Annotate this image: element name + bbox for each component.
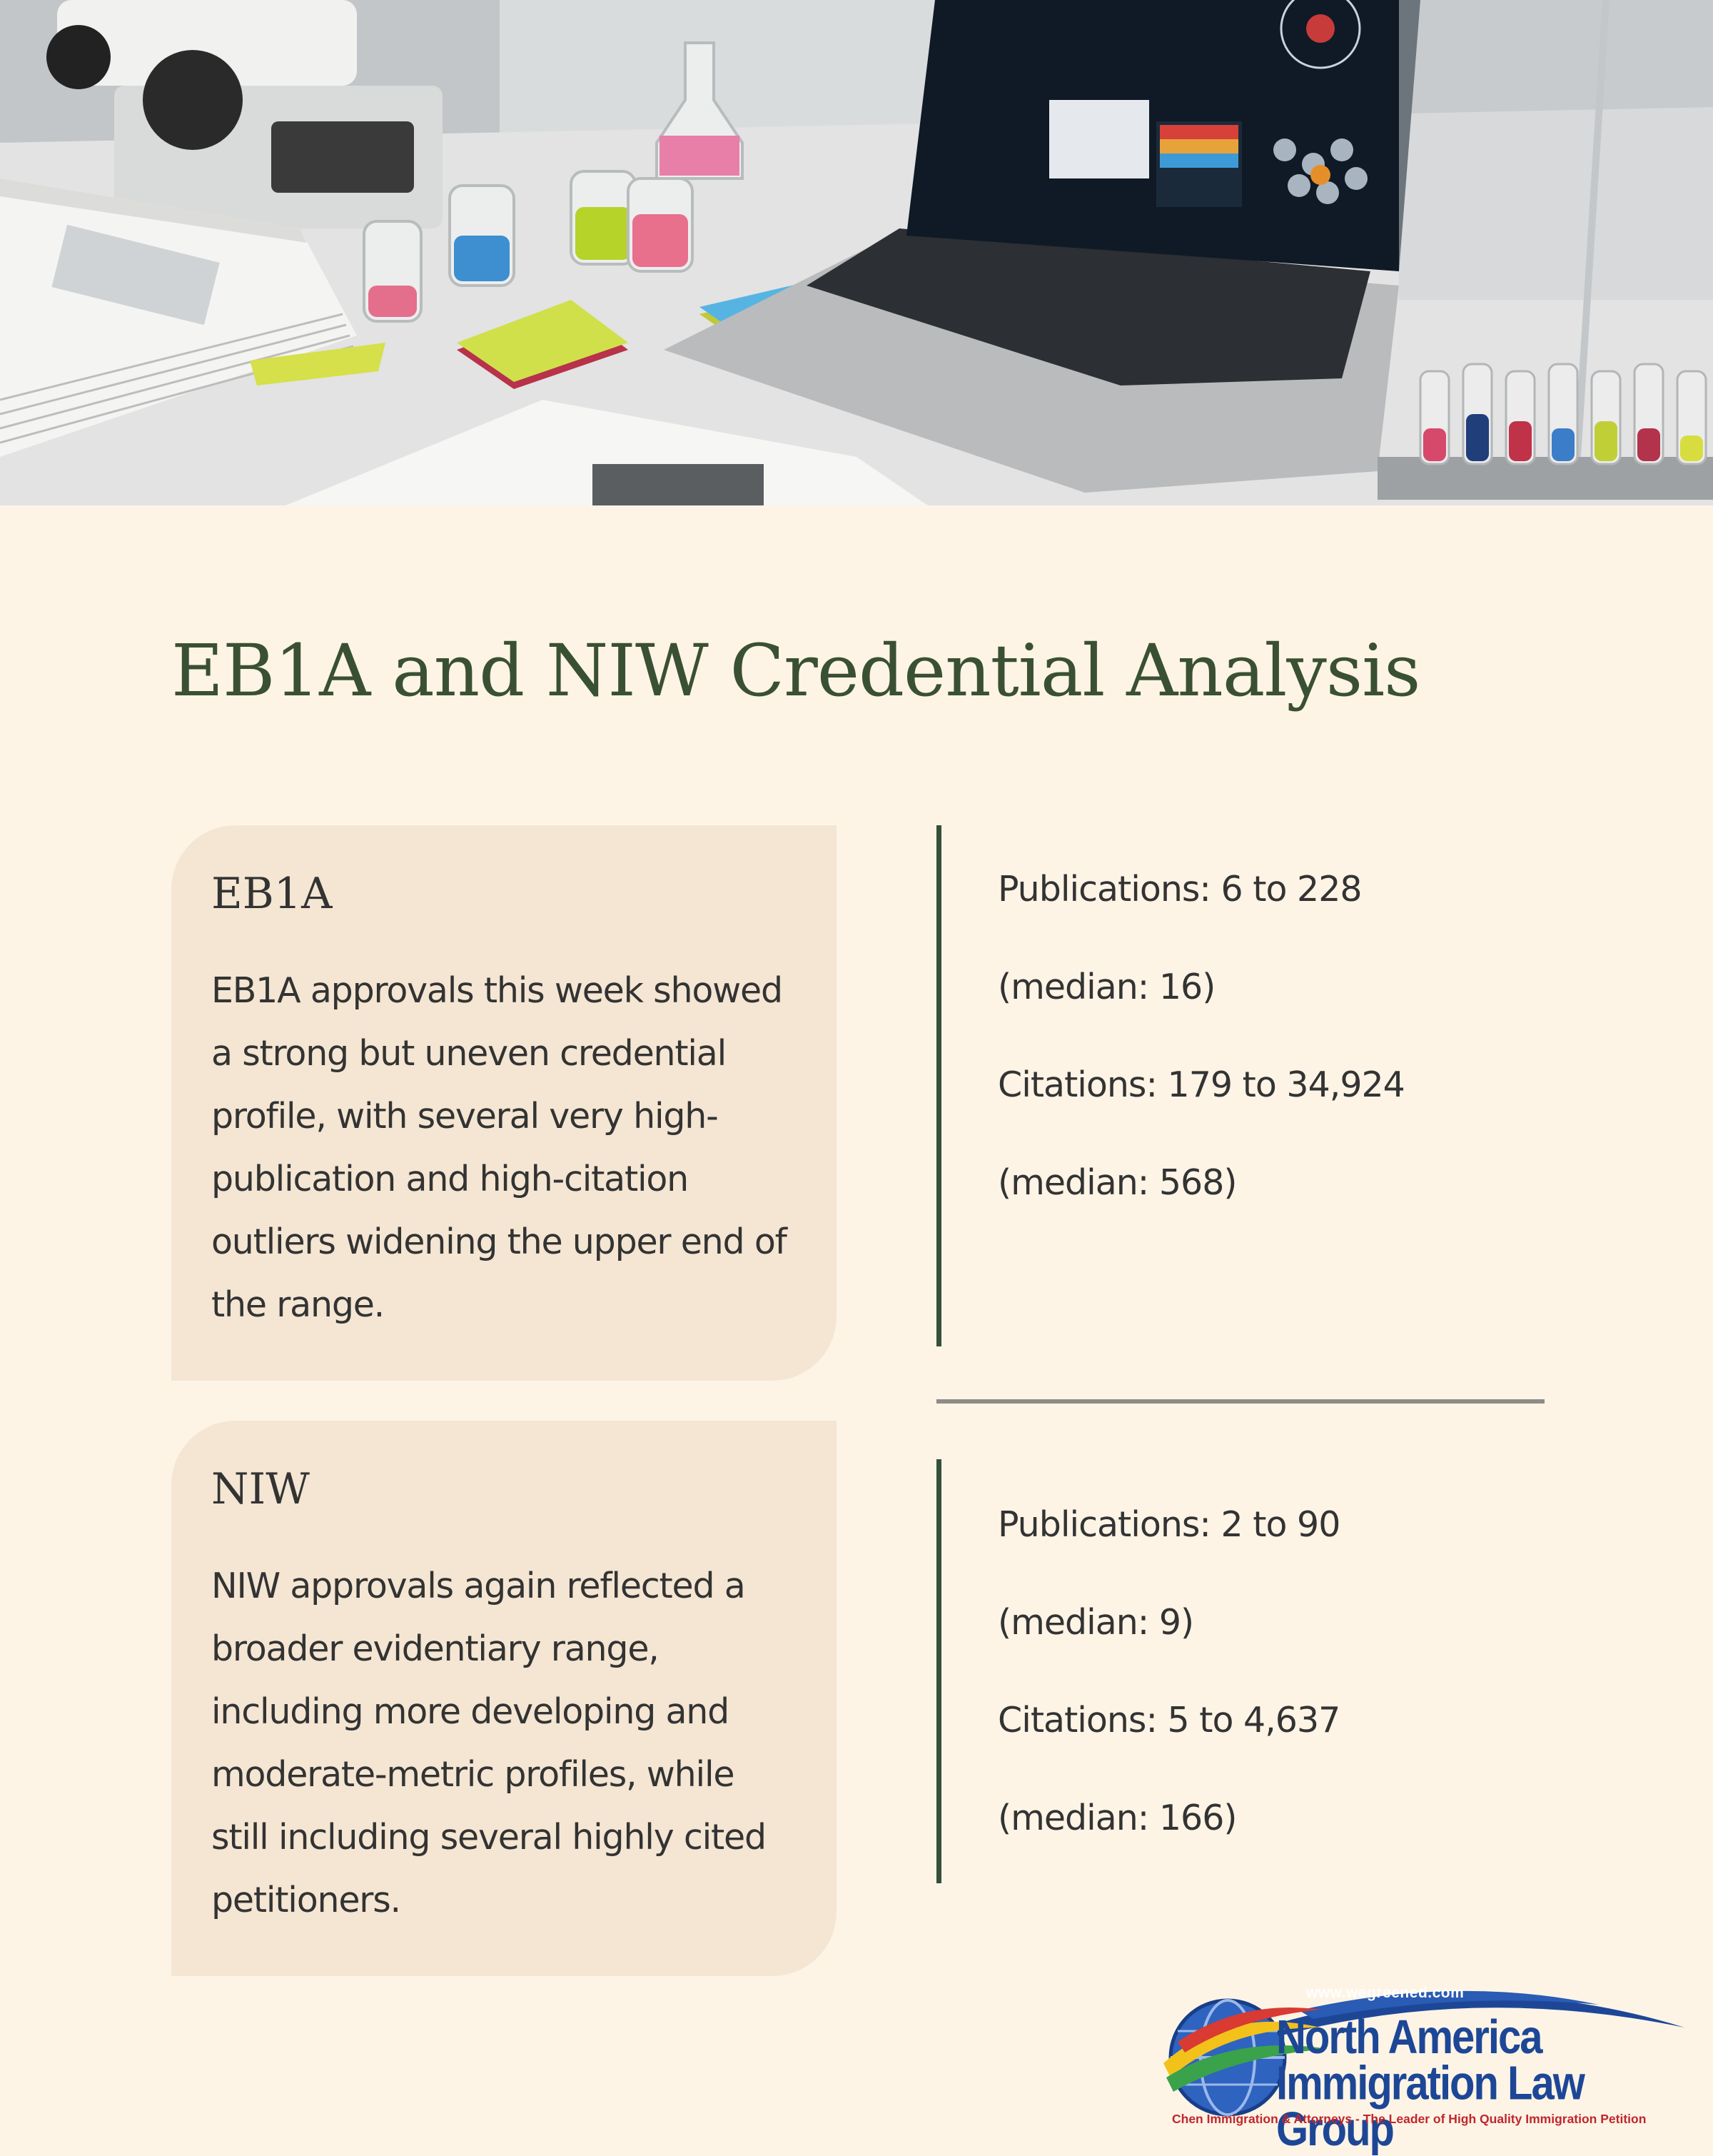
eb1a-description: EB1A approvals this week showed a strong but uneven credential profile, with several very high-publication and high-citation outliers widening the upper end of the range. [211,970,787,1325]
hero-image [0,0,1713,505]
eb1a-publications: Publications: 6 to 228 [998,869,1362,910]
logo-url: www.wegreened.com [1306,1985,1465,2001]
eb1a-heading: EB1A [211,869,333,919]
eb1a-accent-bar [936,825,941,1346]
niw-citations-median: (median: 166) [998,1798,1237,1838]
niw-publications: Publications: 2 to 90 [998,1504,1340,1545]
niw-heading: NIW [211,1464,310,1514]
logo-name-line2: Immigration Law Group [1276,2056,1584,2156]
logo-name-line1: North America [1276,2010,1542,2064]
niw-accent-bar [936,1459,941,1883]
company-logo [1156,1978,1699,2156]
logo-tagline: Chen Immigration & Attorneys - The Leader of High Quality Immigration Petition [1172,2112,1647,2126]
niw-citations: Citations: 5 to 4,637 [998,1700,1340,1741]
niw-card [171,1421,837,1976]
niw-stats [998,1496,1569,1888]
eb1a-publications-median: (median: 16) [998,967,1216,1007]
eb1a-card [171,825,837,1381]
eb1a-citations-median: (median: 568) [998,1162,1237,1203]
eb1a-stats [998,861,1569,1252]
logo-name [1276,2010,1699,2156]
eb1a-citations: Citations: 179 to 34,924 [998,1064,1405,1105]
niw-publications-median: (median: 9) [998,1602,1194,1643]
section-divider [936,1399,1545,1404]
page-title: EB1A and NIW Credential Analysis [171,629,1420,712]
niw-description: NIW approvals again reflected a broader evidentiary range, including more developing and moderate-metric profiles, while still including several highly cited petitioners. [211,1566,766,1920]
lab-scene-illustration [0,0,1713,505]
